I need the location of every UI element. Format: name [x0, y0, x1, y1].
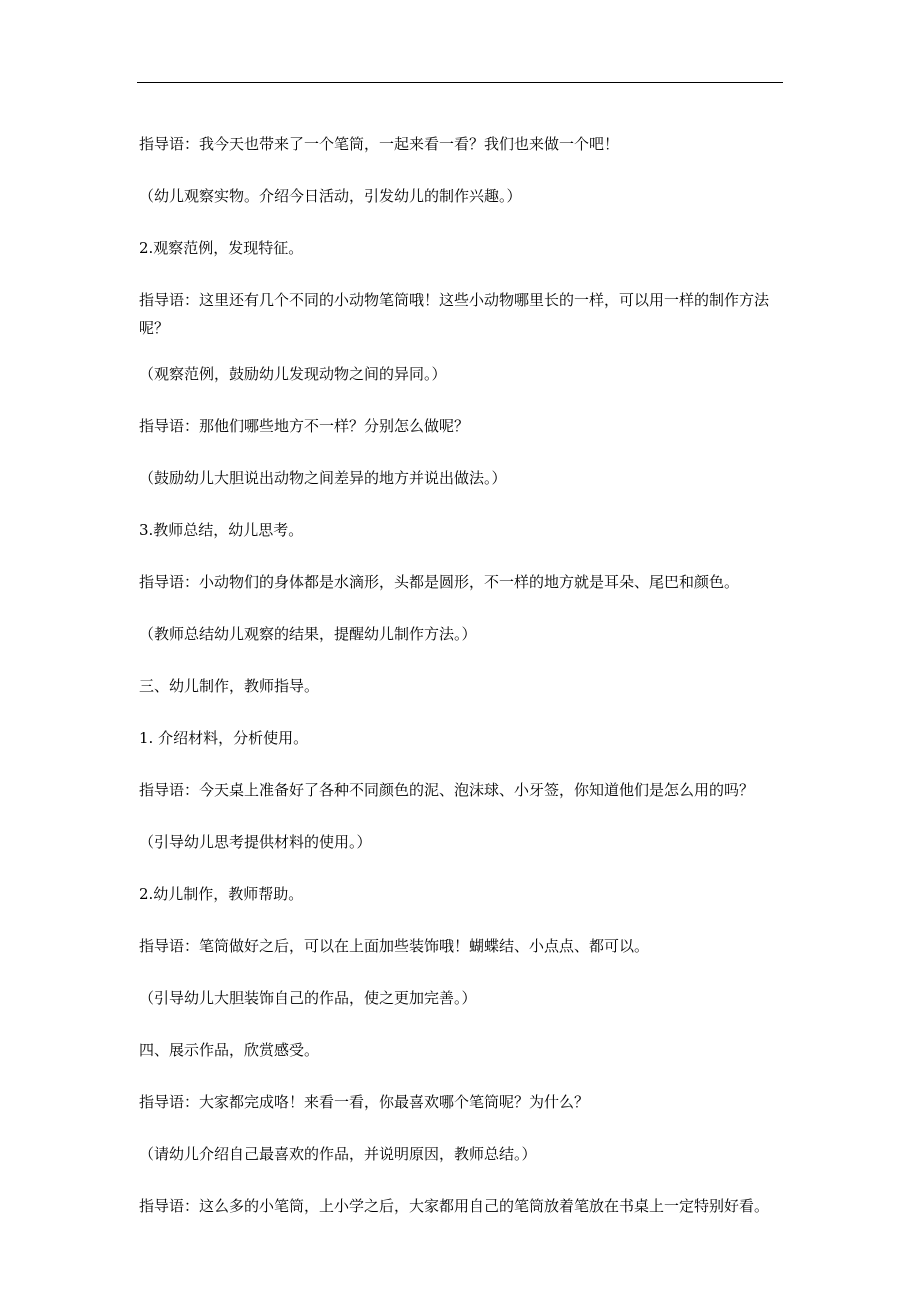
paragraph: （请幼儿介绍自己最喜欢的作品，并说明原因，教师总结。）	[139, 1145, 537, 1163]
paragraph: 指导语：今天桌上准备好了各种不同颜色的泥、泡沫球、小牙签，你知道他们是怎么用的吗？	[139, 781, 755, 799]
section-heading: 2.幼儿制作，教师帮助。	[139, 885, 304, 903]
paragraph: （引导幼儿大胆装饰自己的作品，使之更加完善。）	[139, 989, 477, 1007]
section-heading: 四、展示作品，欣赏感受。	[139, 1041, 320, 1059]
section-heading: 3.教师总结，幼儿思考。	[139, 521, 304, 539]
paragraph: （幼儿观察实物。介绍今日活动，引发幼儿的制作兴趣。）	[139, 187, 522, 205]
paragraph: 指导语：这里还有几个不同的小动物笔筒哦！这些小动物哪里长的一样，可以用一样的制作方法呢？	[139, 291, 770, 337]
header-rule	[137, 82, 783, 83]
paragraph: 指导语：大家都完成咯！来看一看，你最喜欢哪个笔筒呢？为什么？	[139, 1093, 590, 1111]
paragraph: （鼓励幼儿大胆说出动物之间差异的地方并说出做法。）	[139, 469, 507, 487]
paragraph: （教师总结幼儿观察的结果，提醒幼儿制作方法。）	[139, 625, 477, 643]
document-body	[139, 130, 789, 1238]
section-heading: 1. 介绍材料，分析使用。	[139, 729, 309, 747]
paragraph: 指导语：这么多的小笔筒，上小学之后，大家都用自己的笔筒放着笔放在书桌上一定特别好看。	[139, 1197, 770, 1215]
paragraph: 指导语：小动物们的身体都是水滴形，头都是圆形，不一样的地方就是耳朵、尾巴和颜色。	[139, 573, 740, 591]
paragraph: 指导语：笔筒做好之后，可以在上面加些装饰哦！蝴蝶结、小点点、都可以。	[139, 937, 650, 955]
paragraph: （观察范例，鼓励幼儿发现动物之间的异同。）	[139, 365, 447, 383]
section-heading: 三、幼儿制作，教师指导。	[139, 677, 320, 695]
paragraph: 指导语：那他们哪些地方不一样？分别怎么做呢？	[139, 417, 470, 435]
section-heading: 2.观察范例，发现特征。	[139, 239, 304, 257]
paragraph: （引导幼儿思考提供材料的使用。）	[139, 833, 372, 851]
paragraph: 指导语：我今天也带来了一个笔筒，一起来看一看？我们也来做一个吧！	[139, 135, 620, 153]
